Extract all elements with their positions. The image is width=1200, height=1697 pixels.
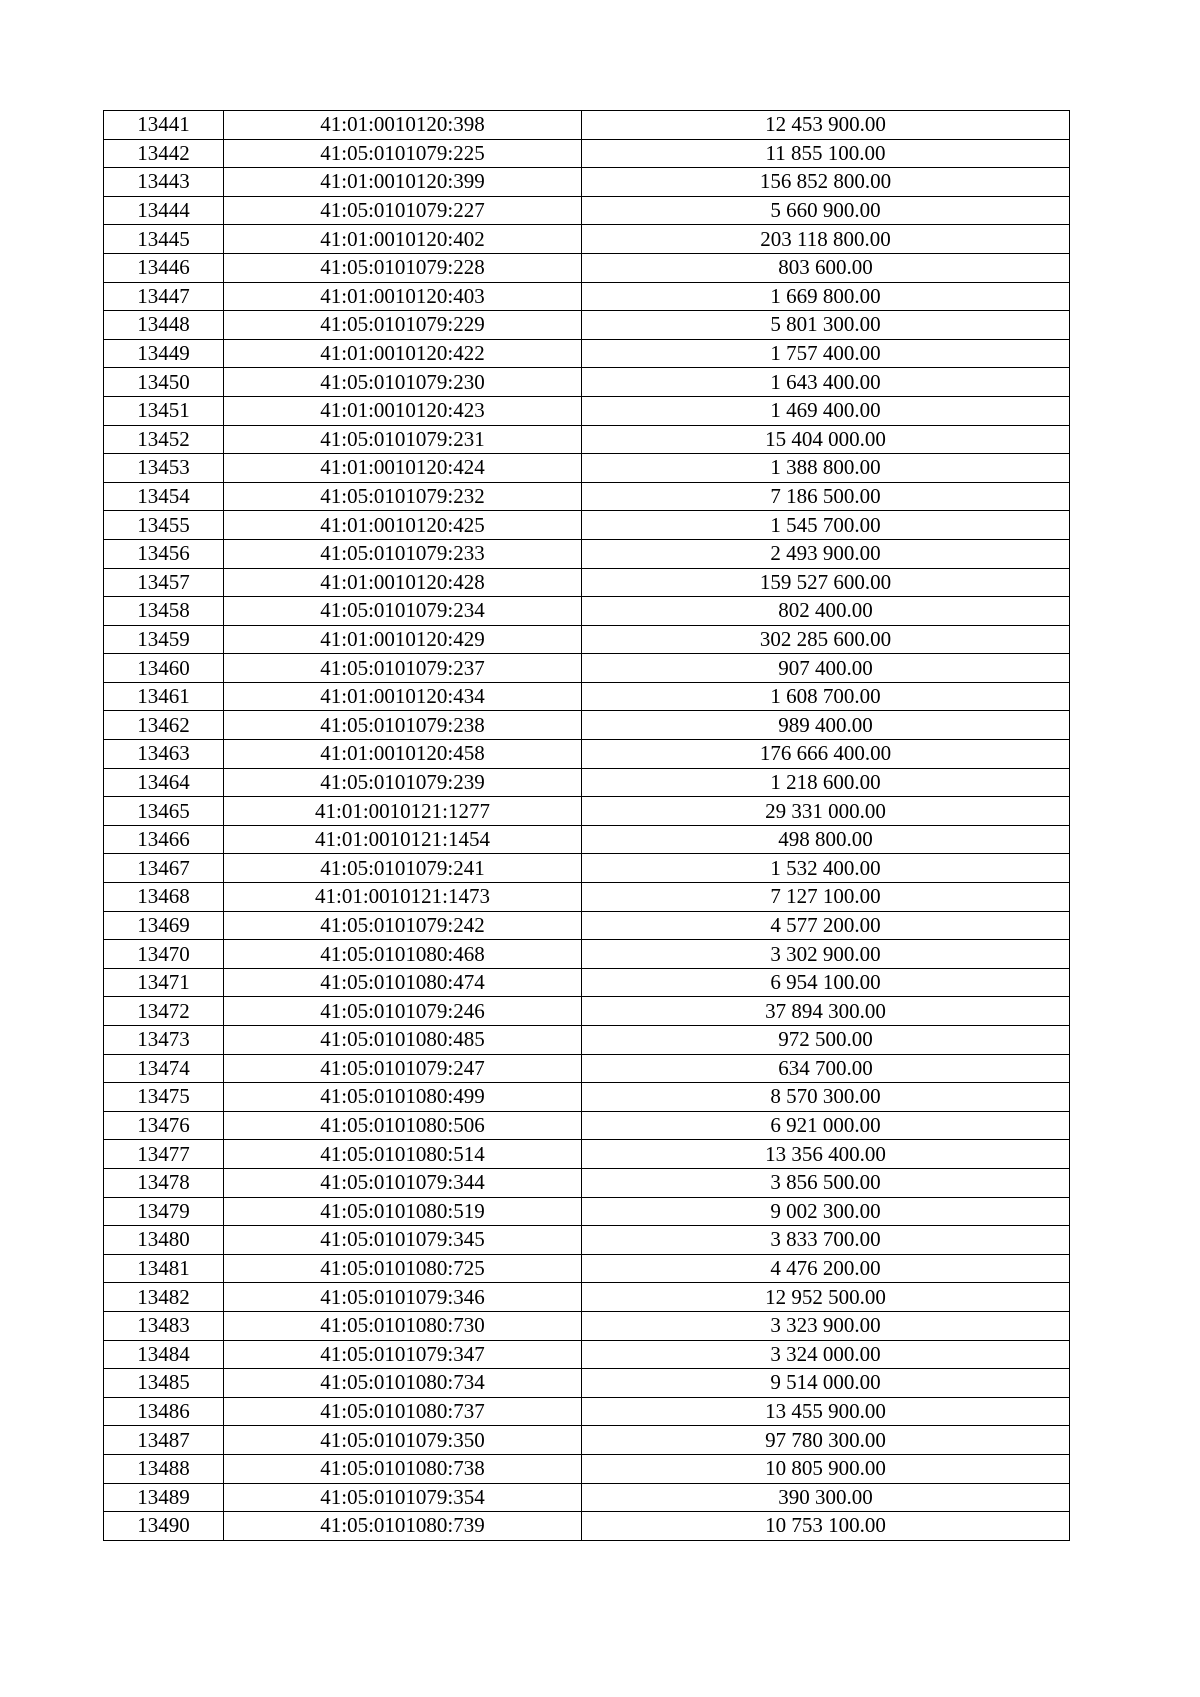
- cadastral-value-cell: 907 400.00: [582, 654, 1070, 683]
- row-number-cell: 13485: [104, 1369, 224, 1398]
- cadastral-value-cell: 7 127 100.00: [582, 883, 1070, 912]
- cadastral-value-cell: 3 323 900.00: [582, 1311, 1070, 1340]
- cadastral-value-cell: 302 285 600.00: [582, 625, 1070, 654]
- table-row: [104, 1369, 1070, 1398]
- row-number-cell: 13461: [104, 682, 224, 711]
- cadastral-number-cell: 41:05:0101079:241: [224, 854, 582, 883]
- table-row: [104, 968, 1070, 997]
- cadastral-number-cell: 41:01:0010120:422: [224, 339, 582, 368]
- cadastral-value-cell: 1 469 400.00: [582, 396, 1070, 425]
- cadastral-value-cell: 203 118 800.00: [582, 225, 1070, 254]
- cadastral-number-cell: 41:01:0010120:424: [224, 454, 582, 483]
- table-row: [104, 454, 1070, 483]
- cadastral-number-cell: 41:05:0101080:737: [224, 1397, 582, 1426]
- row-number-cell: 13454: [104, 482, 224, 511]
- table-row: [104, 1168, 1070, 1197]
- cadastral-number-cell: 41:05:0101079:242: [224, 911, 582, 940]
- table-row: [104, 797, 1070, 826]
- cadastral-number-cell: 41:05:0101079:239: [224, 768, 582, 797]
- row-number-cell: 13465: [104, 797, 224, 826]
- row-number-cell: 13475: [104, 1083, 224, 1112]
- cadastral-number-cell: 41:05:0101079:227: [224, 196, 582, 225]
- row-number-cell: 13449: [104, 339, 224, 368]
- cadastral-number-cell: 41:01:0010121:1473: [224, 883, 582, 912]
- cadastral-value-cell: 9 002 300.00: [582, 1197, 1070, 1226]
- table-row: [104, 168, 1070, 197]
- row-number-cell: 13464: [104, 768, 224, 797]
- cadastral-value-cell: 176 666 400.00: [582, 740, 1070, 769]
- cadastral-value-cell: 8 570 300.00: [582, 1083, 1070, 1112]
- table-row: [104, 597, 1070, 626]
- cadastral-number-cell: 41:01:0010120:428: [224, 568, 582, 597]
- table-row: [104, 1397, 1070, 1426]
- row-number-cell: 13452: [104, 425, 224, 454]
- table-row: [104, 768, 1070, 797]
- cadastral-value-cell: 2 493 900.00: [582, 539, 1070, 568]
- row-number-cell: 13453: [104, 454, 224, 483]
- table-row: [104, 854, 1070, 883]
- cadastral-number-cell: 41:05:0101079:238: [224, 711, 582, 740]
- table-row: [104, 1083, 1070, 1112]
- cadastral-number-cell: 41:05:0101080:468: [224, 940, 582, 969]
- table-row: [104, 339, 1070, 368]
- table-row: [104, 625, 1070, 654]
- cadastral-number-cell: 41:05:0101080:514: [224, 1140, 582, 1169]
- table-row: [104, 825, 1070, 854]
- table-row: [104, 1426, 1070, 1455]
- row-number-cell: 13459: [104, 625, 224, 654]
- cadastral-number-cell: 41:05:0101080:739: [224, 1512, 582, 1541]
- table-row: [104, 1311, 1070, 1340]
- table-row: [104, 1483, 1070, 1512]
- table-row: [104, 1226, 1070, 1255]
- cadastral-value-cell: 3 856 500.00: [582, 1168, 1070, 1197]
- cadastral-number-cell: 41:05:0101079:344: [224, 1168, 582, 1197]
- cadastral-number-cell: 41:01:0010120:403: [224, 282, 582, 311]
- table-row: [104, 1197, 1070, 1226]
- cadastral-value-cell: 802 400.00: [582, 597, 1070, 626]
- row-number-cell: 13481: [104, 1254, 224, 1283]
- cadastral-value-cell: 972 500.00: [582, 1026, 1070, 1055]
- table-row: [104, 568, 1070, 597]
- cadastral-value-cell: 1 757 400.00: [582, 339, 1070, 368]
- table-row: [104, 1454, 1070, 1483]
- cadastral-value-cell: 10 805 900.00: [582, 1454, 1070, 1483]
- cadastral-value-cell: 803 600.00: [582, 253, 1070, 282]
- cadastral-number-cell: 41:05:0101079:354: [224, 1483, 582, 1512]
- cadastral-number-cell: 41:05:0101079:233: [224, 539, 582, 568]
- table-row: [104, 511, 1070, 540]
- table-row: [104, 1140, 1070, 1169]
- cadastral-number-cell: 41:05:0101080:474: [224, 968, 582, 997]
- row-number-cell: 13445: [104, 225, 224, 254]
- table-row: [104, 911, 1070, 940]
- table-row: [104, 1054, 1070, 1083]
- row-number-cell: 13455: [104, 511, 224, 540]
- cadastral-number-cell: 41:01:0010120:429: [224, 625, 582, 654]
- cadastral-number-cell: 41:05:0101079:234: [224, 597, 582, 626]
- row-number-cell: 13480: [104, 1226, 224, 1255]
- cadastral-number-cell: 41:05:0101079:229: [224, 311, 582, 340]
- cadastral-number-cell: 41:05:0101079:228: [224, 253, 582, 282]
- table-row: [104, 1283, 1070, 1312]
- cadastral-value-cell: 4 476 200.00: [582, 1254, 1070, 1283]
- cadastral-value-cell: 29 331 000.00: [582, 797, 1070, 826]
- cadastral-value-cell: 3 302 900.00: [582, 940, 1070, 969]
- table-row: [104, 711, 1070, 740]
- row-number-cell: 13488: [104, 1454, 224, 1483]
- cadastral-value-cell: 11 855 100.00: [582, 139, 1070, 168]
- cadastral-number-cell: 41:01:0010121:1454: [224, 825, 582, 854]
- row-number-cell: 13477: [104, 1140, 224, 1169]
- row-number-cell: 13489: [104, 1483, 224, 1512]
- table-row: [104, 253, 1070, 282]
- cadastral-value-cell: 9 514 000.00: [582, 1369, 1070, 1398]
- table-row: [104, 425, 1070, 454]
- cadastral-number-cell: 41:05:0101079:247: [224, 1054, 582, 1083]
- row-number-cell: 13490: [104, 1512, 224, 1541]
- cadastral-number-cell: 41:05:0101080:738: [224, 1454, 582, 1483]
- row-number-cell: 13468: [104, 883, 224, 912]
- row-number-cell: 13444: [104, 196, 224, 225]
- cadastral-value-cell: 4 577 200.00: [582, 911, 1070, 940]
- cadastral-value-cell: 1 643 400.00: [582, 368, 1070, 397]
- table-row: [104, 196, 1070, 225]
- cadastral-value-cell: 1 388 800.00: [582, 454, 1070, 483]
- cadastral-value-cell: 37 894 300.00: [582, 997, 1070, 1026]
- cadastral-number-cell: 41:05:0101079:350: [224, 1426, 582, 1455]
- row-number-cell: 13474: [104, 1054, 224, 1083]
- row-number-cell: 13483: [104, 1311, 224, 1340]
- table-row: [104, 396, 1070, 425]
- row-number-cell: 13457: [104, 568, 224, 597]
- row-number-cell: 13484: [104, 1340, 224, 1369]
- row-number-cell: 13467: [104, 854, 224, 883]
- cadastral-value-cell: 13 356 400.00: [582, 1140, 1070, 1169]
- cadastral-number-cell: 41:01:0010120:425: [224, 511, 582, 540]
- table-row: [104, 539, 1070, 568]
- row-number-cell: 13479: [104, 1197, 224, 1226]
- cadastral-number-cell: 41:05:0101079:345: [224, 1226, 582, 1255]
- table-row: [104, 1340, 1070, 1369]
- cadastral-number-cell: 41:05:0101079:246: [224, 997, 582, 1026]
- cadastral-value-cell: 5 801 300.00: [582, 311, 1070, 340]
- row-number-cell: 13456: [104, 539, 224, 568]
- table-row: [104, 1026, 1070, 1055]
- cadastral-number-cell: 41:05:0101079:230: [224, 368, 582, 397]
- cadastral-number-cell: 41:05:0101080:506: [224, 1111, 582, 1140]
- cadastral-value-cell: 390 300.00: [582, 1483, 1070, 1512]
- row-number-cell: 13460: [104, 654, 224, 683]
- row-number-cell: 13450: [104, 368, 224, 397]
- table-row: [104, 111, 1070, 140]
- cadastral-value-cell: 1 608 700.00: [582, 682, 1070, 711]
- cadastral-value-cell: 3 833 700.00: [582, 1226, 1070, 1255]
- table-row: [104, 368, 1070, 397]
- cadastral-number-cell: 41:01:0010120:423: [224, 396, 582, 425]
- table-row: [104, 1111, 1070, 1140]
- cadastral-number-cell: 41:01:0010120:398: [224, 111, 582, 140]
- row-number-cell: 13487: [104, 1426, 224, 1455]
- row-number-cell: 13473: [104, 1026, 224, 1055]
- table-row: [104, 225, 1070, 254]
- cadastral-number-cell: 41:05:0101079:232: [224, 482, 582, 511]
- cadastral-value-cell: 634 700.00: [582, 1054, 1070, 1083]
- row-number-cell: 13471: [104, 968, 224, 997]
- cadastral-number-cell: 41:05:0101080:519: [224, 1197, 582, 1226]
- cadastral-value-cell: 159 527 600.00: [582, 568, 1070, 597]
- row-number-cell: 13448: [104, 311, 224, 340]
- table-row: [104, 311, 1070, 340]
- row-number-cell: 13458: [104, 597, 224, 626]
- row-number-cell: 13462: [104, 711, 224, 740]
- row-number-cell: 13446: [104, 253, 224, 282]
- cadastral-number-cell: 41:05:0101080:499: [224, 1083, 582, 1112]
- table-row: [104, 740, 1070, 769]
- row-number-cell: 13447: [104, 282, 224, 311]
- cadastral-value-cell: 97 780 300.00: [582, 1426, 1070, 1455]
- cadastral-number-cell: 41:01:0010120:434: [224, 682, 582, 711]
- row-number-cell: 13466: [104, 825, 224, 854]
- cadastral-value-cell: 1 532 400.00: [582, 854, 1070, 883]
- row-number-cell: 13472: [104, 997, 224, 1026]
- table-row: [104, 682, 1070, 711]
- cadastral-number-cell: 41:05:0101080:725: [224, 1254, 582, 1283]
- table-row: [104, 1512, 1070, 1541]
- cadastral-value-cell: 498 800.00: [582, 825, 1070, 854]
- row-number-cell: 13443: [104, 168, 224, 197]
- cadastral-number-cell: 41:05:0101080:485: [224, 1026, 582, 1055]
- cadastral-value-cell: 989 400.00: [582, 711, 1070, 740]
- row-number-cell: 13482: [104, 1283, 224, 1312]
- cadastral-number-cell: 41:05:0101080:730: [224, 1311, 582, 1340]
- cadastral-value-table: [103, 110, 1070, 1541]
- table-body: [104, 111, 1070, 1541]
- cadastral-value-cell: 1 218 600.00: [582, 768, 1070, 797]
- cadastral-value-cell: 10 753 100.00: [582, 1512, 1070, 1541]
- cadastral-number-cell: 41:05:0101079:346: [224, 1283, 582, 1312]
- cadastral-number-cell: 41:01:0010120:402: [224, 225, 582, 254]
- row-number-cell: 13441: [104, 111, 224, 140]
- cadastral-number-cell: 41:01:0010120:458: [224, 740, 582, 769]
- cadastral-value-cell: 13 455 900.00: [582, 1397, 1070, 1426]
- cadastral-number-cell: 41:05:0101080:734: [224, 1369, 582, 1398]
- row-number-cell: 13476: [104, 1111, 224, 1140]
- cadastral-value-cell: 5 660 900.00: [582, 196, 1070, 225]
- cadastral-value-cell: 3 324 000.00: [582, 1340, 1070, 1369]
- cadastral-value-cell: 7 186 500.00: [582, 482, 1070, 511]
- row-number-cell: 13451: [104, 396, 224, 425]
- row-number-cell: 13486: [104, 1397, 224, 1426]
- table-row: [104, 654, 1070, 683]
- row-number-cell: 13478: [104, 1168, 224, 1197]
- table-row: [104, 1254, 1070, 1283]
- cadastral-value-cell: 156 852 800.00: [582, 168, 1070, 197]
- cadastral-value-cell: 15 404 000.00: [582, 425, 1070, 454]
- cadastral-value-cell: 1 545 700.00: [582, 511, 1070, 540]
- cadastral-number-cell: 41:01:0010121:1277: [224, 797, 582, 826]
- table-row: [104, 883, 1070, 912]
- table-row: [104, 997, 1070, 1026]
- table-row: [104, 139, 1070, 168]
- cadastral-number-cell: 41:01:0010120:399: [224, 168, 582, 197]
- cadastral-value-cell: 12 453 900.00: [582, 111, 1070, 140]
- row-number-cell: 13463: [104, 740, 224, 769]
- table-row: [104, 482, 1070, 511]
- table-row: [104, 940, 1070, 969]
- cadastral-value-cell: 6 921 000.00: [582, 1111, 1070, 1140]
- cadastral-number-cell: 41:05:0101079:225: [224, 139, 582, 168]
- cadastral-value-cell: 1 669 800.00: [582, 282, 1070, 311]
- table-row: [104, 282, 1070, 311]
- cadastral-number-cell: 41:05:0101079:237: [224, 654, 582, 683]
- row-number-cell: 13470: [104, 940, 224, 969]
- cadastral-value-cell: 6 954 100.00: [582, 968, 1070, 997]
- row-number-cell: 13442: [104, 139, 224, 168]
- cadastral-number-cell: 41:05:0101079:231: [224, 425, 582, 454]
- cadastral-number-cell: 41:05:0101079:347: [224, 1340, 582, 1369]
- cadastral-value-cell: 12 952 500.00: [582, 1283, 1070, 1312]
- row-number-cell: 13469: [104, 911, 224, 940]
